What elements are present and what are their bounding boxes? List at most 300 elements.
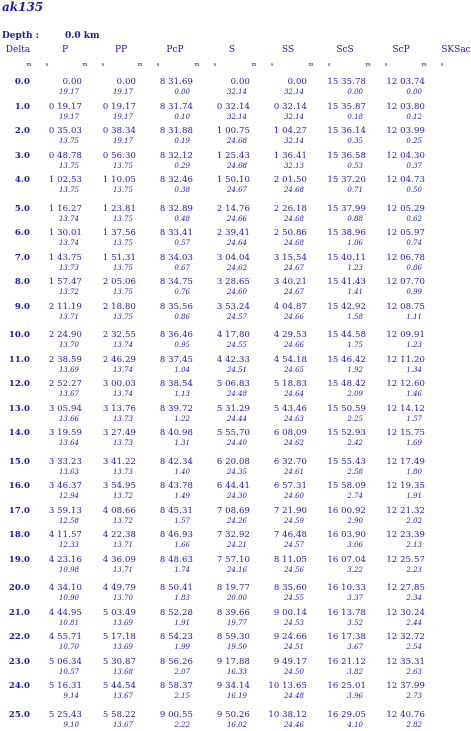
slowness-cell: 10.81 — [58, 618, 79, 627]
traveltime-cell: 15 46.42 — [327, 354, 366, 365]
traveltime-cell: 0 38.34 — [102, 126, 136, 136]
slowness-cell: 0.86 — [406, 263, 422, 272]
slowness-cell: 0.19 — [174, 137, 190, 145]
traveltime-cell: 8 31.74 — [159, 101, 193, 112]
traveltime-cell: 0 48.78 — [48, 150, 82, 161]
slowness-cell: 24.61 — [283, 467, 304, 476]
unit-label: m — [365, 62, 371, 68]
traveltime-cell: 2 11.19 — [48, 301, 82, 312]
slowness-row — [0, 288, 471, 298]
traveltime-cell: 8 35.56 — [159, 301, 193, 312]
traveltime-cell: 8 40.98 — [159, 428, 193, 438]
slowness-cell: 0.00 — [347, 88, 363, 96]
traveltime-cell: 2 14.76 — [216, 203, 250, 214]
table-row — [0, 302, 471, 312]
table-row — [0, 151, 471, 161]
slowness-cell: 1.04 — [174, 365, 190, 374]
delta-value: 23.0 — [8, 656, 30, 667]
traveltime-cell: 15 48.42 — [327, 379, 366, 389]
slowness-cell: 0.62 — [406, 214, 422, 223]
traveltime-cell: 5 43.46 — [273, 403, 307, 414]
slowness-cell: 2.73 — [406, 692, 422, 700]
table-row — [0, 632, 471, 642]
traveltime-cell: 8 37.45 — [159, 354, 193, 365]
slowness-cell: 13.74 — [58, 239, 79, 247]
slowness-cell: 24.66 — [226, 214, 247, 223]
slowness-cell: 13.64 — [58, 439, 79, 447]
slowness-cell: 1.74 — [174, 565, 190, 574]
slowness-cell: 32.14 — [226, 112, 247, 121]
slowness-cell: 24.66 — [283, 312, 304, 321]
slowness-cell: 16.19 — [226, 692, 247, 700]
traveltime-cell: 5 18.83 — [273, 379, 307, 389]
slowness-cell: 0.76 — [174, 288, 190, 296]
unit-label: m — [421, 62, 427, 68]
traveltime-cell: 16 17.38 — [327, 632, 366, 642]
slowness-cell: 2.23 — [406, 565, 422, 574]
traveltime-cell: 3 27.49 — [102, 428, 136, 438]
traveltime-cell: 8 38.54 — [159, 379, 193, 389]
slowness-cell: 2.07 — [174, 667, 190, 676]
traveltime-cell: 0 32.14 — [216, 101, 250, 112]
traveltime-cell: 1 25.43 — [216, 150, 250, 161]
delta-value: 1.0 — [14, 101, 30, 112]
traveltime-cell: 10 38.12 — [268, 709, 307, 720]
slowness-cell: 1.34 — [406, 365, 422, 374]
traveltime-cell: 9 50.26 — [216, 709, 250, 720]
slowness-row — [0, 162, 471, 172]
traveltime-cell: 3 15.54 — [273, 252, 307, 263]
traveltime-cell: 12 03.80 — [386, 101, 425, 112]
slowness-cell: 24.68 — [226, 137, 247, 145]
traveltime-cell: 15 40.11 — [327, 252, 366, 263]
slowness-cell: 1.92 — [347, 365, 363, 374]
slowness-cell: 1.57 — [174, 516, 190, 525]
slowness-cell: 32.14 — [226, 88, 247, 96]
slowness-cell: 0.57 — [174, 239, 190, 247]
traveltime-cell: 2 01.50 — [273, 175, 307, 185]
traveltime-cell: 5 58.22 — [102, 709, 136, 720]
traveltime-cell: 6 20.08 — [216, 456, 250, 467]
slowness-cell: 1.46 — [406, 390, 422, 398]
slowness-cell: 24.30 — [226, 492, 247, 500]
traveltime-cell: 4 36.09 — [102, 554, 136, 565]
delta-value: 18.0 — [8, 530, 30, 540]
slowness-cell: 10.57 — [58, 667, 79, 676]
slowness-row — [0, 566, 471, 576]
slowness-cell: 13.75 — [112, 161, 133, 170]
slowness-cell: 3.67 — [347, 643, 363, 651]
slowness-cell: 3.37 — [347, 594, 363, 602]
traveltime-cell: 16 21.12 — [327, 656, 366, 667]
slowness-cell: 24.63 — [283, 414, 304, 423]
slowness-cell: 24.35 — [226, 467, 247, 476]
slowness-cell: 24.44 — [226, 414, 247, 423]
traveltime-cell: 12 37.99 — [386, 681, 425, 691]
slowness-cell: 1.31 — [174, 439, 190, 447]
traveltime-cell: 3 53.24 — [216, 301, 250, 312]
slowness-cell: 24.53 — [283, 618, 304, 627]
delta-value: 17.0 — [8, 505, 30, 516]
unit-label: s — [327, 62, 331, 68]
slowness-row — [0, 341, 471, 351]
model-title: ak135 — [2, 0, 44, 14]
delta-value: 11.0 — [8, 354, 30, 365]
slowness-row — [0, 137, 471, 147]
slowness-cell: 24.51 — [226, 365, 247, 374]
slowness-cell: 13.75 — [58, 186, 79, 194]
slowness-cell: 24.40 — [226, 439, 247, 447]
traveltime-cell: 3 54.95 — [102, 481, 136, 491]
slowness-cell: 10.70 — [58, 643, 79, 651]
slowness-cell: 1.57 — [406, 414, 422, 423]
slowness-cell: 24.67 — [226, 186, 247, 194]
slowness-cell: 1.80 — [406, 467, 422, 476]
traveltime-cell: 7 21.90 — [273, 505, 307, 516]
slowness-cell: 0.67 — [174, 263, 190, 272]
traveltime-cell: 8 31.69 — [159, 77, 193, 87]
slowness-cell: 24.46 — [283, 720, 304, 729]
delta-value: 22.0 — [8, 632, 30, 642]
traveltime-cell: 7 32.92 — [216, 530, 250, 540]
traveltime-cell: 15 58.09 — [327, 481, 366, 491]
traveltime-cell: 8 59.30 — [216, 632, 250, 642]
traveltime-cell: 7 08.69 — [216, 505, 250, 516]
traveltime-cell: 9 34.14 — [216, 681, 250, 691]
column-header-ss: SS — [281, 45, 295, 55]
delta-value: 13.0 — [8, 403, 30, 414]
slowness-cell: 24.59 — [283, 516, 304, 525]
slowness-cell: 13.73 — [58, 263, 79, 272]
delta-value: 8.0 — [14, 277, 30, 287]
slowness-cell: 1.41 — [347, 288, 363, 296]
slowness-cell: 24.56 — [283, 565, 304, 574]
slowness-cell: 2.44 — [406, 618, 422, 627]
traveltime-cell: 2 24.90 — [48, 330, 82, 340]
slowness-cell: 2.13 — [406, 541, 422, 549]
traveltime-cell: 12 03.74 — [386, 77, 425, 87]
delta-value: 5.0 — [14, 203, 30, 214]
slowness-row — [0, 366, 471, 376]
slowness-cell: 0.12 — [406, 112, 422, 121]
slowness-cell: 20.00 — [226, 594, 247, 602]
traveltime-cell: 1 51.31 — [102, 252, 136, 263]
slowness-cell: 1.66 — [174, 541, 190, 549]
slowness-cell: 0.10 — [174, 112, 190, 121]
traveltime-cell: 12 14.12 — [386, 403, 425, 414]
traveltime-cell: 15 50.59 — [327, 403, 366, 414]
slowness-cell: 13.66 — [58, 414, 79, 423]
slowness-cell: 2.90 — [347, 516, 363, 525]
slowness-cell: 13.71 — [112, 541, 133, 549]
traveltime-cell: 3 41.22 — [102, 456, 136, 467]
unit-label: s — [213, 62, 217, 68]
traveltime-cell: 16 07.04 — [327, 554, 366, 565]
slowness-cell: 13.67 — [112, 720, 133, 729]
traveltime-cell: 9 00.55 — [159, 709, 193, 720]
slowness-cell: 24.62 — [283, 439, 304, 447]
slowness-cell: 12.94 — [58, 492, 79, 500]
table-row — [0, 253, 471, 263]
slowness-cell: 2.22 — [174, 720, 190, 729]
slowness-row — [0, 239, 471, 249]
slowness-cell: 24.55 — [283, 594, 304, 602]
slowness-cell: 19.50 — [226, 643, 247, 651]
traveltime-cell: 6 08.09 — [273, 428, 307, 438]
delta-value: 12.0 — [8, 379, 30, 389]
table-row — [0, 102, 471, 112]
slowness-cell: 3.52 — [347, 618, 363, 627]
slowness-cell: 3.22 — [347, 565, 363, 574]
slowness-row — [0, 313, 471, 323]
traveltime-cell: 8 19.77 — [216, 583, 250, 593]
traveltime-cell: 15 38.96 — [327, 228, 366, 238]
traveltime-cell: 5 30.87 — [102, 656, 136, 667]
unit-label: m — [26, 62, 32, 68]
traveltime-cell: 12 15.75 — [386, 428, 425, 438]
slowness-cell: 10.98 — [58, 565, 79, 574]
traveltime-cell: 2 39.41 — [216, 228, 250, 238]
slowness-cell: 13.63 — [58, 467, 79, 476]
depth-line — [2, 31, 100, 41]
slowness-cell: 24.67 — [283, 288, 304, 296]
traveltime-cell: 12 35.31 — [386, 656, 425, 667]
delta-value: 20.0 — [8, 583, 30, 593]
traveltime-cell: 6 44.41 — [216, 481, 250, 491]
traveltime-cell: 2 26.18 — [273, 203, 307, 214]
slowness-cell: 13.75 — [112, 263, 133, 272]
slowness-cell: 1.23 — [347, 263, 363, 272]
traveltime-cell: 0 32.14 — [273, 101, 307, 112]
traveltime-cell: 8 50.41 — [159, 583, 193, 593]
delta-value: 4.0 — [14, 175, 30, 185]
traveltime-cell: 12 07.70 — [386, 277, 425, 287]
slowness-cell: 13.67 — [58, 390, 79, 398]
traveltime-cell: 7 46.48 — [273, 530, 307, 540]
traveltime-cell: 12 27.85 — [386, 583, 425, 593]
slowness-cell: 32.14 — [283, 137, 304, 145]
table-row — [0, 681, 471, 691]
column-header-scp: ScP — [392, 45, 410, 55]
slowness-row — [0, 468, 471, 478]
column-header-sksac: SKSac — [441, 45, 471, 55]
slowness-cell: 2.63 — [406, 667, 422, 676]
unit-label: s — [156, 62, 160, 68]
slowness-cell: 13.69 — [58, 365, 79, 374]
unit-label: s — [440, 62, 444, 68]
table-row — [0, 228, 471, 238]
table-row — [0, 657, 471, 667]
traveltime-cell: 1 00.75 — [216, 126, 250, 136]
slowness-row — [0, 186, 471, 196]
traveltime-cell: 12 03.99 — [386, 126, 425, 136]
traveltime-cell: 8 56.26 — [159, 656, 193, 667]
slowness-row — [0, 439, 471, 449]
traveltime-cell: 1 30.01 — [48, 228, 82, 238]
slowness-cell: 24.67 — [283, 263, 304, 272]
traveltime-cell: 8 45.31 — [159, 505, 193, 516]
traveltime-cell: 8 33.41 — [159, 228, 193, 238]
delta-value: 2.0 — [14, 126, 30, 136]
slowness-cell: 0.00 — [406, 88, 422, 96]
traveltime-cell: 12 09.91 — [386, 330, 425, 340]
slowness-cell: 13.69 — [112, 643, 133, 651]
slowness-row — [0, 215, 471, 225]
traveltime-cell: 9 00.14 — [273, 607, 307, 618]
slowness-cell: 3.96 — [347, 692, 363, 700]
traveltime-cell: 5 17.18 — [102, 632, 136, 642]
slowness-cell: 2.54 — [406, 643, 422, 651]
traveltime-cell: 8 31.88 — [159, 126, 193, 136]
traveltime-cell: 4 04.87 — [273, 301, 307, 312]
slowness-cell: 24.21 — [226, 541, 247, 549]
slowness-cell: 13.71 — [58, 312, 79, 321]
traveltime-cell: 3 40.21 — [273, 277, 307, 287]
traveltime-cell: 12 23.39 — [386, 530, 425, 540]
traveltime-cell: 12 17.49 — [386, 456, 425, 467]
slowness-cell: 0.71 — [347, 186, 363, 194]
delta-value: 9.0 — [14, 301, 30, 312]
slowness-cell: 13.70 — [112, 594, 133, 602]
slowness-cell: 24.16 — [226, 565, 247, 574]
slowness-cell: 1.58 — [347, 312, 363, 321]
traveltime-cell: 12 12.60 — [386, 379, 425, 389]
traveltime-cell: 8 11.05 — [273, 554, 307, 565]
traveltime-cell: 3 19.59 — [48, 428, 82, 438]
traveltime-cell: 12 30.24 — [386, 607, 425, 618]
slowness-cell: 1.99 — [174, 643, 190, 651]
slowness-row — [0, 643, 471, 653]
traveltime-cell: 10 13.65 — [268, 681, 307, 691]
slowness-cell: 12.33 — [58, 541, 79, 549]
slowness-cell: 1.91 — [174, 618, 190, 627]
table-row — [0, 277, 471, 287]
slowness-row — [0, 264, 471, 274]
slowness-cell: 24.65 — [283, 365, 304, 374]
slowness-cell: 24.68 — [226, 161, 247, 170]
slowness-cell: 1.23 — [406, 341, 422, 349]
slowness-cell: 13.75 — [112, 239, 133, 247]
column-header-s: S — [228, 45, 236, 55]
slowness-cell: 4.10 — [347, 720, 363, 729]
table-row — [0, 710, 471, 720]
slowness-row — [0, 541, 471, 551]
table-row — [0, 330, 471, 340]
slowness-cell: 1.06 — [347, 239, 363, 247]
traveltime-cell: 8 43.78 — [159, 481, 193, 491]
slowness-row — [0, 594, 471, 604]
slowness-cell: 0.37 — [406, 161, 422, 170]
traveltime-cell: 4 34.10 — [48, 583, 82, 593]
table-row — [0, 428, 471, 438]
slowness-cell: 2.42 — [347, 439, 363, 447]
slowness-cell: 24.68 — [283, 214, 304, 223]
column-header-scs: ScS — [336, 45, 354, 55]
traveltime-cell: 1 23.81 — [102, 203, 136, 214]
slowness-cell: 0.48 — [174, 214, 190, 223]
traveltime-cell: 8 54.23 — [159, 632, 193, 642]
traveltime-cell: 0.00 — [116, 77, 136, 87]
table-row — [0, 555, 471, 565]
traveltime-cell: 9 49.17 — [273, 656, 307, 667]
slowness-cell: 16.02 — [226, 720, 247, 729]
table-row — [0, 355, 471, 365]
slowness-cell: 13.73 — [112, 439, 133, 447]
traveltime-cell: 15 42.92 — [327, 301, 366, 312]
traveltime-cell: 4 42.33 — [216, 354, 250, 365]
column-header-p: P — [61, 45, 69, 55]
slowness-cell: 24.57 — [283, 541, 304, 549]
traveltime-cell: 16 00.92 — [327, 505, 366, 516]
traveltime-cell: 8 39.72 — [159, 403, 193, 414]
slowness-cell: 24.50 — [283, 667, 304, 676]
traveltime-cell: 8 39.66 — [216, 607, 250, 618]
table-row — [0, 126, 471, 136]
slowness-cell: 1.91 — [406, 492, 422, 500]
slowness-row — [0, 88, 471, 98]
traveltime-cell: 4 55.71 — [48, 632, 82, 642]
slowness-cell: 13.72 — [112, 516, 133, 525]
slowness-cell: 10.90 — [58, 594, 79, 602]
slowness-cell: 1.40 — [174, 467, 190, 476]
delta-value: 25.0 — [8, 709, 30, 720]
slowness-cell: 1.49 — [174, 492, 190, 500]
unit-label: m — [308, 62, 314, 68]
delta-value: 14.0 — [8, 428, 30, 438]
traveltime-cell: 1 04.27 — [273, 126, 307, 136]
slowness-cell: 24.60 — [283, 492, 304, 500]
slowness-cell: 24.51 — [283, 643, 304, 651]
traveltime-cell: 15 44.58 — [327, 330, 366, 340]
traveltime-cell: 4 22.38 — [102, 530, 136, 540]
traveltime-cell: 0.00 — [287, 77, 307, 87]
slowness-cell: 19.17 — [112, 88, 133, 96]
delta-value: 21.0 — [8, 607, 30, 618]
traveltime-cell: 16 03.90 — [327, 530, 366, 540]
slowness-cell: 19.17 — [112, 112, 133, 121]
column-header-pp: PP — [114, 45, 128, 55]
traveltime-cell: 4 49.79 — [102, 583, 136, 593]
table-row — [0, 583, 471, 593]
slowness-cell: 3.82 — [347, 667, 363, 676]
slowness-cell: 0.25 — [406, 137, 422, 145]
traveltime-cell: 12 21.32 — [386, 505, 425, 516]
traveltime-cell: 3 05.94 — [48, 403, 82, 414]
delta-value: 24.0 — [8, 681, 30, 691]
table-row — [0, 204, 471, 214]
slowness-cell: 13.73 — [112, 414, 133, 423]
slowness-cell: 9.10 — [63, 720, 79, 729]
traveltime-cell: 1 50.10 — [216, 175, 250, 185]
delta-value: 7.0 — [14, 252, 30, 263]
traveltime-cell: 12 19.35 — [386, 481, 425, 491]
slowness-row — [0, 517, 471, 527]
slowness-cell: 32.13 — [283, 161, 304, 170]
delta-value: 3.0 — [14, 150, 30, 161]
traveltime-cell: 5 03.49 — [102, 607, 136, 618]
slowness-row — [0, 692, 471, 702]
traveltime-cell: 1 16.27 — [48, 203, 82, 214]
traveltime-cell: 0 56.30 — [102, 150, 136, 161]
column-header-pcp: PcP — [166, 45, 184, 55]
traveltime-cell: 3 46.37 — [48, 481, 82, 491]
slowness-cell: 13.73 — [112, 467, 133, 476]
traveltime-cell: 8 32.46 — [159, 175, 193, 185]
slowness-row — [0, 721, 471, 731]
traveltime-cell: 12 11.20 — [386, 354, 425, 365]
traveltime-cell: 4 29.53 — [273, 330, 307, 340]
slowness-cell: 3.06 — [347, 541, 363, 549]
